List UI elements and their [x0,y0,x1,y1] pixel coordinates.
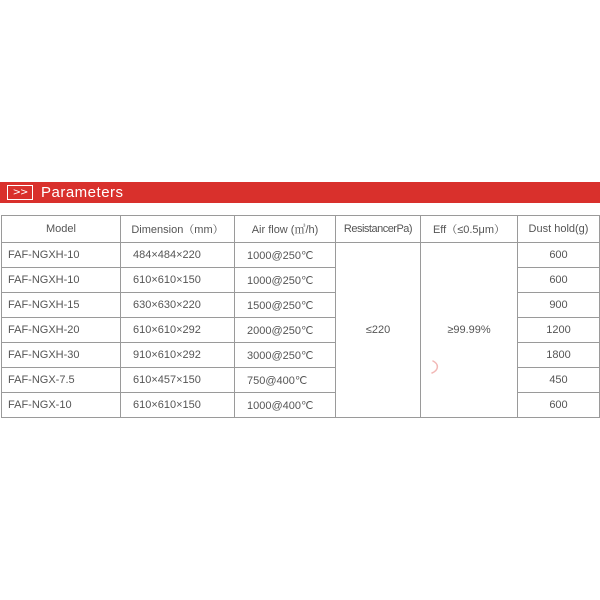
dust-hold-cell: 600 [518,243,600,268]
column-header-efficiency: Eff（≤0.5μm） [421,216,518,243]
watermark-mark [430,360,440,374]
dimension-cell: 610×610×150 [121,393,235,418]
model-cell: FAF-NGXH-10 [2,268,121,293]
airflow-cell: 1500@250℃ [235,293,336,318]
dust-hold-cell: 450 [518,368,600,393]
model-cell: FAF-NGXH-10 [2,243,121,268]
efficiency-cell: ≥99.99% [421,243,518,418]
dimension-cell: 610×610×292 [121,318,235,343]
column-header-airflow: Air flow (㎥/h) [235,216,336,243]
airflow-cell: 750@400℃ [235,368,336,393]
double-chevron-right-icon: >> [7,185,33,200]
dust-hold-cell: 600 [518,393,600,418]
dust-hold-cell: 1800 [518,343,600,368]
airflow-cell: 1000@250℃ [235,268,336,293]
table-header-row [2,216,600,243]
table-row [2,243,600,268]
dust-hold-cell: 1200 [518,318,600,343]
model-cell: FAF-NGXH-30 [2,343,121,368]
column-header-dust-hold: Dust hold(g) [518,216,600,243]
dust-hold-cell: 600 [518,268,600,293]
airflow-cell: 2000@250℃ [235,318,336,343]
column-header-model: Model [2,216,121,243]
model-cell: FAF-NGX-7.5 [2,368,121,393]
dust-hold-cell: 900 [518,293,600,318]
dimension-cell: 610×610×150 [121,268,235,293]
dimension-cell: 910×610×292 [121,343,235,368]
model-cell: FAF-NGXH-15 [2,293,121,318]
airflow-cell: 1000@250℃ [235,243,336,268]
dimension-cell: 610×457×150 [121,368,235,393]
airflow-cell: 3000@250℃ [235,343,336,368]
model-cell: FAF-NGXH-20 [2,318,121,343]
section-header [0,182,600,203]
airflow-cell: 1000@400℃ [235,393,336,418]
column-header-resistance: ResistancerPa) [336,216,421,243]
resistance-cell: ≤220 [336,243,421,418]
parameters-table [1,215,600,418]
dimension-cell: 630×630×220 [121,293,235,318]
column-header-dimension: Dimension（mm） [121,216,235,243]
model-cell: FAF-NGX-10 [2,393,121,418]
dimension-cell: 484×484×220 [121,243,235,268]
section-title: Parameters [41,184,124,201]
